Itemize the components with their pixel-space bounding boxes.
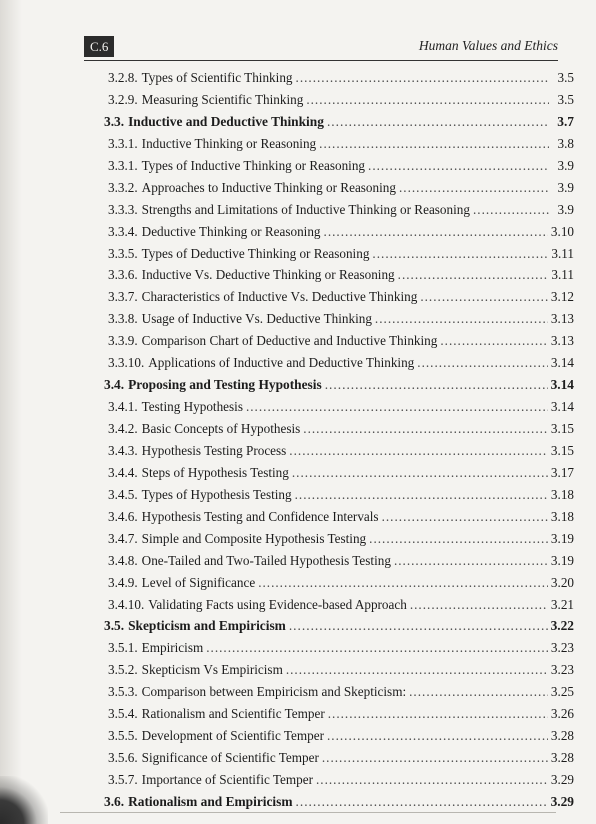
toc-subsection-entry	[104, 684, 574, 706]
toc-subsection-entry	[104, 399, 574, 421]
dot-leader	[394, 553, 548, 569]
dot-leader	[473, 202, 549, 218]
dot-leader	[368, 158, 549, 174]
toc-entry-title: Strengths and Limitations of Inductive Thinking or Reasoning	[141, 201, 470, 217]
toc-entry-number: 3.5.4.	[108, 706, 138, 722]
toc-entry-page: 3.19	[550, 530, 574, 546]
toc-entry-number: 3.3.	[104, 113, 125, 129]
toc-subsection-entry	[104, 224, 574, 246]
toc-entry-title: Types of Deductive Thinking or Reasoning	[141, 245, 370, 261]
toc-entry-number: 3.3.4.	[108, 223, 138, 239]
dot-leader	[258, 575, 548, 591]
toc-entry-title: Inductive Vs. Deductive Thinking or Reasoning	[141, 267, 395, 283]
dot-leader	[410, 597, 548, 613]
toc-subsection-entry	[104, 509, 574, 531]
toc-entry-number: 3.5.	[104, 618, 125, 634]
toc-entry-page: 3.15	[550, 421, 574, 436]
toc-entry-number: 3.2.9.	[108, 91, 138, 107]
toc-entry-title: Testing Hypothesis	[141, 399, 243, 415]
dot-leader	[289, 618, 548, 634]
toc-entry-page: 3.5	[557, 70, 574, 85]
toc-entry-title: Skepticism and Empiricism	[128, 618, 286, 634]
toc-entry-title: Usage of Inductive Vs. Deductive Thinking	[141, 311, 372, 327]
toc-entry-page: 3.20	[550, 574, 574, 590]
toc-entry-title: Hypothesis Testing Process	[141, 442, 287, 458]
toc-entry-page: 3.13	[550, 311, 574, 327]
toc-subsection-entry	[104, 640, 574, 662]
toc-entry-page: 3.14	[550, 399, 574, 415]
toc-section-entry	[104, 618, 574, 640]
toc-entry-title: Applications of Inductive and Deductive Thinking	[148, 355, 415, 371]
toc-entry-page: 3.22	[550, 618, 574, 634]
dot-leader	[296, 794, 548, 810]
dot-leader	[316, 772, 548, 788]
toc-entry-number: 3.4.6.	[108, 508, 138, 524]
toc-entry-number: 3.5.1.	[108, 640, 138, 656]
dot-leader	[327, 114, 549, 130]
toc-entry-number: 3.6.	[104, 793, 125, 809]
toc-subsection-entry	[104, 267, 574, 289]
toc-entry-page: 3.21	[550, 596, 574, 612]
dot-leader	[409, 684, 548, 700]
dot-leader	[420, 289, 548, 305]
chapter-badge: C.6	[84, 36, 114, 57]
toc-entry-title: Inductive and Deductive Thinking	[128, 113, 324, 129]
toc-subsection-entry	[104, 136, 574, 158]
dot-leader	[322, 750, 548, 766]
dot-leader	[206, 640, 548, 656]
dot-leader	[289, 443, 548, 459]
toc-entry-title: One-Tailed and Two-Tailed Hypothesis Testing	[141, 552, 391, 568]
toc-entry-title: Skepticism Vs Empiricism	[141, 662, 283, 678]
header-divider	[84, 60, 558, 61]
footer-divider	[60, 812, 556, 813]
toc-entry-page: 3.9	[557, 179, 574, 195]
page-header	[84, 36, 558, 58]
toc-entry-page: 3.5	[557, 91, 574, 107]
toc-entry-number: 3.4.8.	[108, 552, 138, 568]
toc-entry-page: 3.18	[550, 486, 574, 502]
toc-subsection-entry	[104, 553, 574, 575]
dot-leader	[328, 706, 548, 722]
toc-entry-page: 3.23	[550, 662, 574, 678]
toc-subsection-entry	[104, 421, 574, 443]
toc-subsection-entry	[104, 246, 574, 268]
toc-entry-number: 3.3.1.	[108, 157, 138, 173]
toc-entry-number: 3.5.5.	[108, 728, 138, 744]
toc-entry-number: 3.4.3.	[108, 442, 138, 458]
toc-entry-page: 3.9	[557, 201, 574, 217]
toc-entry-title: Rationalism and Scientific Temper	[141, 706, 325, 722]
dot-leader	[369, 531, 548, 547]
toc-entry-page: 3.29	[550, 793, 574, 809]
toc-entry-title: Proposing and Testing Hypothesis	[128, 377, 322, 393]
toc-entry-number: 3.3.1.	[108, 135, 138, 151]
toc-entry-number: 3.4.1.	[108, 399, 138, 415]
dot-leader	[286, 662, 548, 678]
dot-leader	[382, 509, 548, 525]
toc-entry-page: 3.9	[557, 157, 574, 173]
toc-entry-number: 3.3.7.	[108, 289, 138, 305]
toc-entry-title: Inductive Thinking or Reasoning	[141, 135, 317, 151]
toc-subsection-entry	[104, 487, 574, 509]
toc-subsection-entry	[104, 289, 574, 311]
page-edge-shadow	[0, 0, 22, 824]
toc-subsection-entry	[104, 706, 574, 728]
toc-entry-title: Basic Concepts of Hypothesis	[141, 421, 301, 436]
toc-entry-number: 3.5.6.	[108, 750, 138, 766]
toc-entry-title: Types of Hypothesis Testing	[141, 486, 292, 502]
toc-subsection-entry	[104, 750, 574, 772]
toc-subsection-entry	[104, 443, 574, 465]
toc-entry-title: Significance of Scientific Temper	[141, 750, 319, 766]
toc-entry-page: 3.18	[550, 508, 574, 524]
toc-subsection-entry	[104, 575, 574, 597]
dot-leader	[375, 311, 548, 327]
toc-subsection-entry	[104, 92, 574, 114]
toc-entry-page: 3.8	[557, 135, 574, 151]
toc-entry-page: 3.28	[550, 750, 574, 766]
toc-entry-title: Comparison Chart of Deductive and Inductive Thinking	[141, 333, 438, 349]
toc-entry-number: 3.5.2.	[108, 662, 138, 678]
toc-entry-title: Development of Scientific Temper	[141, 728, 324, 744]
dot-leader	[327, 728, 548, 744]
toc-subsection-entry	[104, 728, 574, 750]
toc-entry-page: 3.26	[550, 706, 574, 722]
running-title: Human Values and Ethics	[418, 38, 558, 53]
dot-leader	[303, 421, 548, 437]
table-of-contents	[104, 70, 574, 816]
toc-entry-page: 3.17	[550, 464, 574, 480]
dot-leader	[295, 487, 548, 503]
toc-entry-page: 3.14	[550, 377, 574, 393]
toc-subsection-entry	[104, 662, 574, 684]
toc-entry-number: 3.3.5.	[108, 245, 138, 261]
toc-entry-title: Comparison between Empiricism and Skepticism:	[141, 684, 407, 700]
toc-entry-number: 3.3.8.	[108, 311, 138, 327]
toc-entry-page: 3.25	[550, 684, 574, 700]
toc-entry-page: 3.19	[550, 552, 574, 568]
toc-entry-number: 3.4.4.	[108, 464, 138, 480]
toc-entry-number: 3.3.10.	[108, 355, 145, 371]
toc-entry-page: 3.13	[550, 333, 574, 349]
dot-leader	[324, 224, 548, 240]
toc-entry-number: 3.3.3.	[108, 201, 138, 217]
dot-leader	[306, 92, 549, 108]
toc-subsection-entry	[104, 772, 574, 794]
toc-entry-title: Importance of Scientific Temper	[141, 772, 313, 787]
dot-leader	[372, 246, 548, 262]
toc-entry-title: Measuring Scientific Thinking	[141, 91, 304, 107]
toc-entry-page: 3.10	[550, 223, 574, 239]
toc-subsection-entry	[104, 355, 574, 377]
dot-leader	[440, 333, 548, 349]
toc-subsection-entry	[104, 311, 574, 333]
dot-leader	[417, 355, 548, 371]
toc-subsection-entry	[104, 70, 574, 92]
dot-leader	[319, 136, 549, 152]
toc-entry-number: 3.5.3.	[108, 684, 138, 700]
toc-entry-title: Validating Facts using Evidence-based Approach	[148, 596, 407, 612]
toc-entry-number: 3.4.10.	[108, 596, 145, 612]
toc-entry-title: Types of Scientific Thinking	[141, 70, 293, 85]
toc-entry-title: Hypothesis Testing and Confidence Intervals	[141, 508, 379, 524]
dot-leader	[398, 267, 549, 283]
toc-subsection-entry	[104, 333, 574, 355]
toc-entry-page: 3.29	[550, 772, 574, 787]
toc-subsection-entry	[104, 158, 574, 180]
toc-entry-title: Empiricism	[141, 640, 204, 656]
toc-entry-number: 3.3.2.	[108, 179, 138, 195]
toc-entry-number: 3.4.9.	[108, 574, 138, 590]
toc-entry-page: 3.7	[557, 113, 574, 129]
toc-subsection-entry	[104, 465, 574, 487]
dot-leader	[246, 399, 548, 415]
toc-entry-number: 3.3.6.	[108, 267, 138, 283]
toc-entry-title: Level of Significance	[141, 574, 256, 590]
toc-entry-page: 3.12	[550, 289, 574, 305]
toc-entry-page: 3.23	[550, 640, 574, 656]
toc-subsection-entry	[104, 180, 574, 202]
toc-entry-page: 3.28	[550, 728, 574, 744]
toc-entry-number: 3.3.9.	[108, 333, 138, 349]
toc-section-entry	[104, 114, 574, 136]
toc-entry-title: Rationalism and Empiricism	[128, 793, 293, 809]
toc-subsection-entry	[104, 597, 574, 619]
dot-leader	[292, 465, 548, 481]
toc-entry-title: Steps of Hypothesis Testing	[141, 464, 289, 480]
toc-entry-page: 3.11	[551, 245, 574, 261]
toc-entry-number: 3.5.7.	[108, 772, 138, 787]
toc-entry-number: 3.4.7.	[108, 530, 138, 546]
toc-entry-title: Simple and Composite Hypothesis Testing	[141, 530, 367, 546]
dot-leader	[399, 180, 549, 196]
toc-entry-number: 3.4.2.	[108, 421, 138, 436]
toc-subsection-entry	[104, 202, 574, 224]
toc-entry-title: Characteristics of Inductive Vs. Deductive Thinking	[141, 289, 418, 305]
toc-entry-page: 3.14	[550, 355, 574, 371]
toc-entry-number: 3.4.	[104, 377, 125, 393]
toc-entry-number: 3.4.5.	[108, 486, 138, 502]
toc-section-entry	[104, 377, 574, 399]
toc-entry-page: 3.15	[550, 442, 574, 458]
toc-entry-number: 3.2.8.	[108, 70, 138, 85]
page-corner-curl	[0, 776, 48, 824]
toc-entry-title: Deductive Thinking or Reasoning	[141, 223, 321, 239]
dot-leader	[325, 377, 548, 393]
toc-subsection-entry	[104, 531, 574, 553]
toc-entry-title: Types of Inductive Thinking or Reasoning	[141, 157, 366, 173]
toc-entry-page: 3.11	[551, 267, 574, 283]
toc-entry-title: Approaches to Inductive Thinking or Reasoning	[141, 179, 396, 195]
dot-leader	[296, 70, 549, 86]
